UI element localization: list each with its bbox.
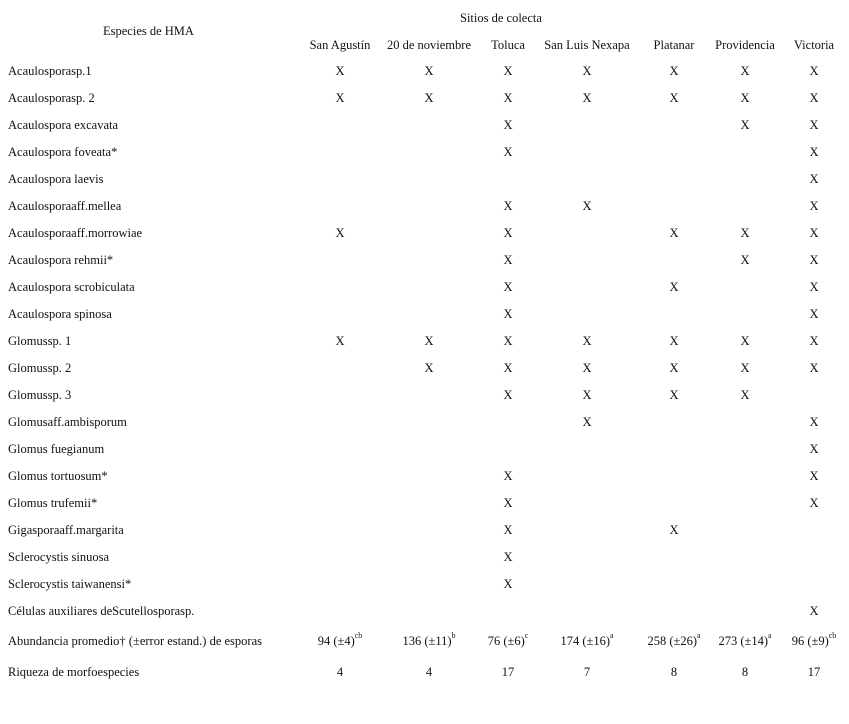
presence-mark — [305, 166, 375, 193]
presence-mark: X — [335, 334, 345, 348]
sites-group-header: Sitios de colecta — [460, 11, 542, 25]
presence-mark: X — [424, 361, 434, 375]
species-row — [8, 139, 845, 166]
species-name: Gigasporaaff.margarita — [8, 523, 124, 537]
presence-mark: X — [503, 577, 513, 591]
presence-mark — [641, 166, 707, 193]
presence-mark — [533, 166, 641, 193]
richness-label: Riqueza de morfoespecies — [8, 664, 140, 679]
presence-mark — [707, 544, 783, 571]
species-row — [8, 598, 845, 625]
presence-mark: X — [669, 280, 679, 294]
presence-mark — [375, 247, 483, 274]
presence-mark — [375, 301, 483, 328]
presence-mark — [305, 571, 375, 598]
presence-mark: X — [503, 280, 513, 294]
species-name: Acaulosporasp.1 — [8, 64, 92, 78]
presence-mark — [707, 598, 783, 625]
species-row — [8, 112, 845, 139]
presence-mark — [483, 166, 533, 193]
presence-mark — [533, 220, 641, 247]
presence-mark: X — [740, 253, 750, 267]
richness-value: 4 — [336, 664, 344, 679]
species-name: Glomusaff.ambisporum — [8, 415, 127, 429]
presence-mark — [375, 274, 483, 301]
abundance-letter: c — [524, 630, 529, 640]
abundance-label: Abundancia promedio† (±error estand.) de esporas — [8, 633, 262, 648]
presence-mark — [533, 517, 641, 544]
presence-mark — [305, 193, 375, 220]
presence-mark: X — [503, 145, 513, 159]
presence-mark: X — [669, 361, 679, 375]
abundance-cell — [483, 625, 533, 657]
presence-mark — [483, 598, 533, 625]
presence-mark: X — [669, 91, 679, 105]
presence-mark — [707, 409, 783, 436]
species-name: Acaulospora scrobiculata — [8, 280, 135, 294]
presence-mark — [305, 301, 375, 328]
species-name: Glomus trufemii* — [8, 496, 98, 510]
site-header-platanar: Platanar — [653, 38, 695, 52]
presence-mark: X — [740, 91, 750, 105]
presence-mark: X — [809, 604, 819, 618]
presence-mark: X — [503, 91, 513, 105]
presence-mark — [641, 409, 707, 436]
presence-mark — [305, 139, 375, 166]
presence-mark: X — [740, 334, 750, 348]
presence-mark — [375, 409, 483, 436]
presence-mark — [375, 517, 483, 544]
species-row — [8, 463, 845, 490]
presence-mark: X — [809, 253, 819, 267]
presence-mark — [375, 571, 483, 598]
presence-mark — [533, 598, 641, 625]
species-row — [8, 220, 845, 247]
summary-rows — [8, 625, 845, 687]
presence-mark — [533, 139, 641, 166]
presence-mark — [533, 463, 641, 490]
presence-mark — [533, 112, 641, 139]
species-row — [8, 328, 845, 355]
species-row — [8, 58, 845, 85]
abundance-value: 258 (±26) — [647, 634, 697, 649]
presence-mark — [783, 571, 845, 598]
presence-mark: X — [582, 199, 592, 213]
richness-value: 8 — [741, 664, 749, 679]
presence-mark: X — [809, 199, 819, 213]
species-name: Glomussp. 1 — [8, 334, 72, 348]
species-row — [8, 517, 845, 544]
presence-mark: X — [669, 523, 679, 537]
presence-mark: X — [335, 91, 345, 105]
presence-mark — [641, 112, 707, 139]
abundance-value: 96 (±9) — [791, 634, 829, 649]
abundance-value: 273 (±14) — [718, 634, 768, 649]
presence-mark: X — [809, 469, 819, 483]
presence-mark: X — [669, 334, 679, 348]
presence-mark — [641, 463, 707, 490]
presence-mark: X — [424, 64, 434, 78]
presence-mark — [533, 301, 641, 328]
abundance-cell — [305, 625, 375, 657]
abundance-letter: cb — [354, 630, 363, 640]
species-name: Glomus tortuosum* — [8, 469, 108, 483]
abundance-value: 174 (±16) — [560, 634, 610, 649]
presence-mark — [533, 544, 641, 571]
presence-mark: X — [669, 388, 679, 402]
presence-mark — [641, 544, 707, 571]
presence-mark: X — [809, 172, 819, 186]
abundance-row — [8, 625, 845, 657]
species-name: Glomus fuegianum — [8, 442, 105, 456]
presence-mark: X — [740, 226, 750, 240]
presence-mark — [707, 274, 783, 301]
presence-mark — [533, 436, 641, 463]
presence-mark — [533, 247, 641, 274]
presence-mark — [533, 274, 641, 301]
presence-mark: X — [503, 361, 513, 375]
site-header-victoria: Victoria — [793, 38, 835, 52]
richness-value: 17 — [501, 664, 515, 679]
presence-mark — [305, 544, 375, 571]
presence-mark: X — [740, 118, 750, 132]
presence-mark — [707, 463, 783, 490]
presence-mark: X — [503, 226, 513, 240]
species-name: Acaulosporaaff.mellea — [8, 199, 122, 213]
presence-mark — [533, 490, 641, 517]
presence-mark: X — [809, 280, 819, 294]
site-header-san-agustin: San Agustín — [309, 38, 371, 52]
presence-mark: X — [809, 415, 819, 429]
species-row — [8, 85, 845, 112]
presence-mark — [375, 193, 483, 220]
presence-mark — [305, 598, 375, 625]
site-header-toluca: Toluca — [491, 38, 525, 52]
presence-mark — [375, 220, 483, 247]
presence-mark — [783, 517, 845, 544]
presence-mark: X — [503, 469, 513, 483]
presence-mark: X — [503, 118, 513, 132]
presence-mark: X — [503, 199, 513, 213]
presence-mark — [375, 490, 483, 517]
presence-mark: X — [669, 64, 679, 78]
presence-mark — [707, 490, 783, 517]
species-name: Sclerocystis sinuosa — [8, 550, 110, 564]
presence-mark: X — [809, 307, 819, 321]
presence-mark — [305, 490, 375, 517]
abundance-letter: a — [610, 630, 614, 640]
presence-mark — [533, 571, 641, 598]
species-row — [8, 247, 845, 274]
species-presence-table — [8, 58, 845, 687]
presence-mark: X — [809, 64, 819, 78]
presence-mark — [707, 193, 783, 220]
species-column-header: Especies de HMA — [103, 24, 194, 38]
site-header-san-luis-nexapa: San Luis Nexapa — [544, 38, 630, 52]
richness-value: 7 — [583, 664, 591, 679]
presence-mark: X — [503, 496, 513, 510]
species-row — [8, 409, 845, 436]
presence-mark: X — [503, 253, 513, 267]
species-name: Glomussp. 3 — [8, 388, 72, 402]
species-name: Acaulospora foveata* — [8, 145, 118, 159]
species-row — [8, 544, 845, 571]
presence-mark — [641, 193, 707, 220]
presence-mark — [641, 436, 707, 463]
species-name: Acaulosporasp. 2 — [8, 91, 95, 105]
abundance-cell — [375, 625, 483, 657]
presence-mark: X — [809, 361, 819, 375]
presence-mark — [641, 598, 707, 625]
presence-mark: X — [424, 334, 434, 348]
presence-mark — [707, 571, 783, 598]
presence-mark — [641, 139, 707, 166]
presence-mark — [305, 112, 375, 139]
species-row — [8, 274, 845, 301]
abundance-value: 94 (±4) — [317, 634, 355, 649]
presence-mark: X — [809, 118, 819, 132]
presence-mark — [783, 544, 845, 571]
species-row — [8, 166, 845, 193]
abundance-letter: a — [768, 630, 772, 640]
presence-mark — [707, 139, 783, 166]
species-name: Acaulosporaaff.morrowiae — [8, 226, 143, 240]
richness-value: 8 — [670, 664, 678, 679]
species-name: Acaulospora rehmii* — [8, 253, 114, 267]
presence-mark — [375, 463, 483, 490]
presence-mark — [305, 463, 375, 490]
presence-mark — [641, 247, 707, 274]
species-name: Glomussp. 2 — [8, 361, 72, 375]
presence-mark: X — [582, 91, 592, 105]
abundance-cell — [707, 625, 783, 657]
presence-mark — [707, 436, 783, 463]
presence-mark: X — [809, 91, 819, 105]
presence-mark: X — [503, 307, 513, 321]
presence-mark — [375, 139, 483, 166]
abundance-letter: a — [697, 630, 701, 640]
presence-mark: X — [503, 388, 513, 402]
presence-mark: X — [809, 496, 819, 510]
presence-mark: X — [582, 64, 592, 78]
presence-mark: X — [669, 226, 679, 240]
abundance-cell — [533, 625, 641, 657]
presence-mark — [783, 382, 845, 409]
presence-mark — [483, 436, 533, 463]
presence-mark: X — [809, 334, 819, 348]
abundance-letter: cb — [828, 630, 837, 640]
site-header-20-de-noviembre: 20 de noviembre — [386, 38, 472, 52]
presence-mark: X — [809, 226, 819, 240]
presence-mark — [305, 409, 375, 436]
presence-mark: X — [740, 64, 750, 78]
presence-mark: X — [503, 64, 513, 78]
presence-mark — [375, 598, 483, 625]
presence-mark — [305, 517, 375, 544]
presence-mark: X — [740, 361, 750, 375]
species-name: Sclerocystis taiwanensi* — [8, 577, 132, 591]
richness-value: 17 — [807, 664, 821, 679]
presence-mark — [483, 409, 533, 436]
presence-mark: X — [582, 415, 592, 429]
presence-mark — [375, 544, 483, 571]
presence-mark: X — [503, 550, 513, 564]
abundance-letter: b — [451, 630, 456, 640]
abundance-value: 136 (±11) — [402, 634, 452, 649]
presence-mark: X — [503, 523, 513, 537]
abundance-cell — [641, 625, 707, 657]
presence-mark — [375, 112, 483, 139]
species-row — [8, 193, 845, 220]
richness-value: 4 — [425, 664, 433, 679]
presence-mark: X — [335, 226, 345, 240]
species-row — [8, 436, 845, 463]
presence-mark — [375, 166, 483, 193]
presence-mark: X — [582, 334, 592, 348]
presence-mark — [305, 274, 375, 301]
presence-mark: X — [809, 442, 819, 456]
species-name: Acaulospora excavata — [8, 118, 119, 132]
presence-mark — [641, 490, 707, 517]
species-row — [8, 301, 845, 328]
species-name: Acaulospora spinosa — [8, 307, 112, 321]
presence-mark: X — [740, 388, 750, 402]
species-row — [8, 355, 845, 382]
species-row — [8, 490, 845, 517]
species-row — [8, 571, 845, 598]
presence-mark: X — [582, 388, 592, 402]
presence-mark — [305, 247, 375, 274]
presence-mark — [707, 301, 783, 328]
presence-mark: X — [503, 334, 513, 348]
species-name: Acaulospora laevis — [8, 172, 104, 186]
presence-mark: X — [424, 91, 434, 105]
presence-mark — [305, 382, 375, 409]
presence-mark — [305, 436, 375, 463]
species-rows — [8, 58, 845, 625]
species-row — [8, 382, 845, 409]
richness-row — [8, 657, 845, 687]
presence-mark — [375, 382, 483, 409]
site-header-providencia: Providencia — [715, 38, 775, 52]
presence-mark — [375, 436, 483, 463]
presence-mark — [305, 355, 375, 382]
abundance-cell — [783, 625, 845, 657]
abundance-value: 76 (±6) — [487, 634, 525, 649]
presence-mark: X — [335, 64, 345, 78]
presence-mark — [707, 517, 783, 544]
presence-mark — [707, 166, 783, 193]
presence-mark: X — [809, 145, 819, 159]
presence-mark: X — [582, 361, 592, 375]
species-name: Células auxiliares deScutellosporasp. — [8, 604, 195, 618]
presence-mark — [641, 571, 707, 598]
presence-mark — [641, 301, 707, 328]
